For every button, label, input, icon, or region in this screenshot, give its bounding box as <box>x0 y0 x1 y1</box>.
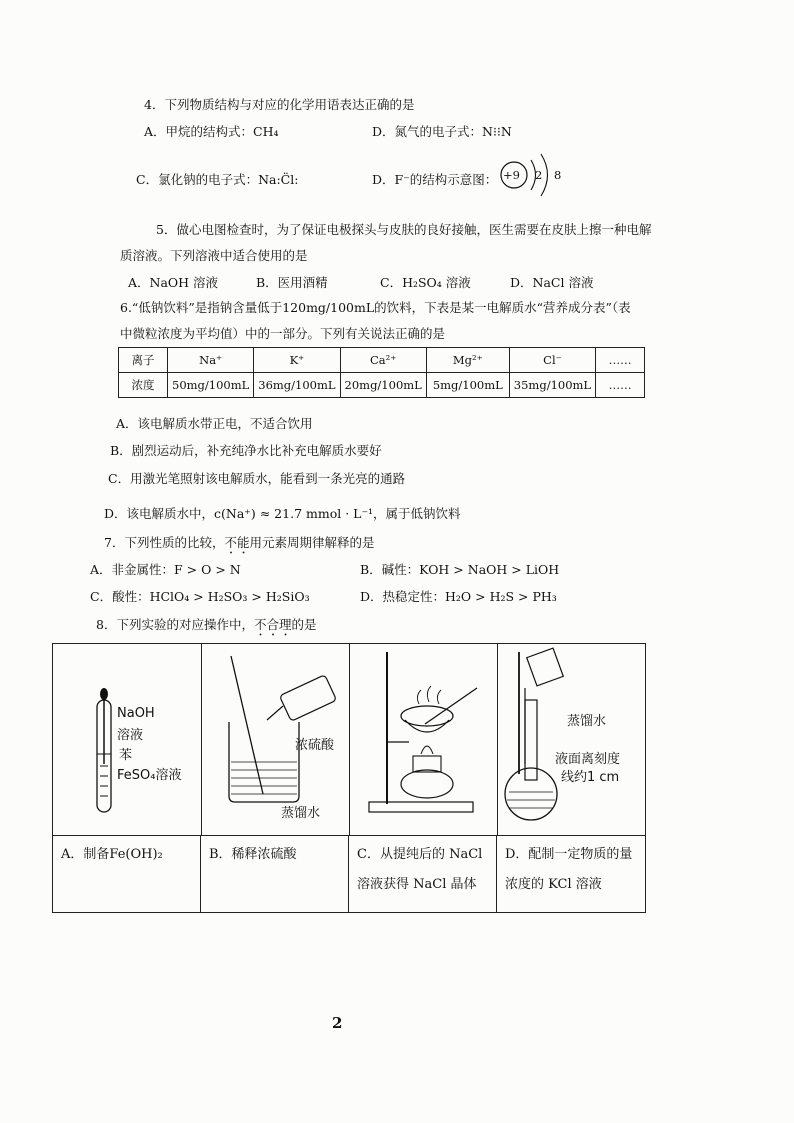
q6-option-c: C．用激光笔照射该电解质水，能看到一条光亮的通路 <box>108 471 406 486</box>
q8-stem-post: 的是 <box>291 617 317 632</box>
caption-d: D．配制一定物质的量浓度的 KCl 溶液 <box>497 835 645 912</box>
q6-stem-line2: 中微粒浓度为平均值）中的一部分。下列有关说法正确的是 <box>120 326 446 341</box>
caption-c: C．从提纯后的 NaCl 溶液获得 NaCl 晶体 <box>349 835 497 912</box>
q6-stem-line1: 6.“低钠饮料”是指钠含量低于120mg/100mL的饮料，下表是某一电解质水“营养成分表”（表 <box>120 300 631 315</box>
nutrition-table <box>118 347 645 398</box>
q6-option-d: D．该电解质水中，c(Na⁺) ≈ 21.7 mmol · L⁻¹，属于低钠饮料 <box>104 506 461 521</box>
label-feso4: FeSO₄溶液 <box>117 768 182 783</box>
table-cell: Cl⁻ <box>509 348 595 373</box>
figure-d <box>497 644 645 835</box>
q4-option-a: A．甲烷的结构式：CH₄ <box>144 124 279 139</box>
q5-stem-line1: 5．做心电图检查时，为了保证电极探头与皮肤的良好接触，医生需要在皮肤上擦一种电解 <box>156 222 652 237</box>
q5-option-c: C．H₂SO₄ 溶液 <box>380 275 471 290</box>
figure-a <box>53 644 202 835</box>
table-row <box>119 348 645 373</box>
table-cell: 5mg/100mL <box>426 373 509 398</box>
table-cell: Mg²⁺ <box>426 348 509 373</box>
evaporation-illustration <box>349 644 497 835</box>
label-solution: 溶液 <box>117 728 144 743</box>
table-cell: …… <box>596 348 645 373</box>
q8-stem-pre: 8．下列实验的对应操作中， <box>96 617 254 632</box>
q4-stem: 4．下列物质结构与对应的化学用语表达正确的是 <box>144 97 415 112</box>
q4-option-c: C．氯化钠的电子式：Na:C̈l: <box>136 172 299 187</box>
q8-stem <box>96 615 317 639</box>
label-level-note-1: 液面离刻度 <box>555 752 621 767</box>
q7-option-a: A．非金属性：F > O > N <box>90 562 241 577</box>
q4-option-b: D．氮气的电子式：N⁝⁝N <box>372 124 512 139</box>
caption-b: B．稀释浓硫酸 <box>201 835 349 912</box>
label-benzene: 苯 <box>119 748 133 763</box>
q8-emphasis: 不合理 <box>253 617 292 632</box>
q7-stem <box>104 533 375 557</box>
caption-a: A．制备Fe(OH)₂ <box>53 835 201 912</box>
q7-stem-pre: 7．下列性质的比较， <box>104 535 225 550</box>
q5-option-a: A．NaOH 溶液 <box>128 275 219 290</box>
label-level-note-2: 线约1 cm <box>561 770 620 785</box>
page-number: 2 <box>332 1014 343 1032</box>
q7-emphasis: 不能 <box>224 535 250 550</box>
label-naoh: NaOH <box>117 706 155 721</box>
q7-stem-post: 用元素周期律解释的是 <box>249 535 375 550</box>
table-cell: K⁺ <box>254 348 340 373</box>
figure-c <box>349 644 498 835</box>
label-distilled-water: 蒸馏水 <box>281 806 321 821</box>
table-cell: 36mg/100mL <box>254 373 340 398</box>
table-cell: Ca²⁺ <box>340 348 426 373</box>
q7-option-d: D．热稳定性：H₂O > H₂S > PH₃ <box>360 589 557 604</box>
q7-option-c: C．酸性：HClO₄ > H₂SO₃ > H₂SiO₃ <box>90 589 310 604</box>
table-row <box>119 373 645 398</box>
q6-option-a: A．该电解质水带正电，不适合饮用 <box>116 416 313 431</box>
table-cell: …… <box>596 373 645 398</box>
q7-option-b: B．碱性：KOH > NaOH > LiOH <box>360 562 560 577</box>
experiment-figure-table <box>52 643 646 913</box>
table-cell: 浓度 <box>119 373 168 398</box>
label-conc-h2so4: 浓硫酸 <box>295 738 335 753</box>
q4-option-d: D．F⁻的结构示意图： <box>372 172 498 187</box>
q6-option-b: B．剧烈运动后，补充纯净水比补充电解质水要好 <box>110 443 382 458</box>
table-cell: Na⁺ <box>168 348 254 373</box>
table-cell: 35mg/100mL <box>509 373 595 398</box>
label-distilled-water-d: 蒸馏水 <box>567 714 607 729</box>
table-cell: 20mg/100mL <box>340 373 426 398</box>
table-cell: 离子 <box>119 348 168 373</box>
shell-electrons: 2 8 <box>535 168 566 182</box>
q5-option-b: B．医用酒精 <box>256 275 328 290</box>
nucleus-charge: +9 <box>503 168 520 182</box>
q5-option-d: D．NaCl 溶液 <box>510 275 594 290</box>
table-cell: 50mg/100mL <box>168 373 254 398</box>
volumetric-flask-illustration <box>497 644 645 835</box>
figure-b <box>201 644 350 835</box>
q5-stem-line2: 质溶液。下列溶液中适合使用的是 <box>120 248 308 263</box>
